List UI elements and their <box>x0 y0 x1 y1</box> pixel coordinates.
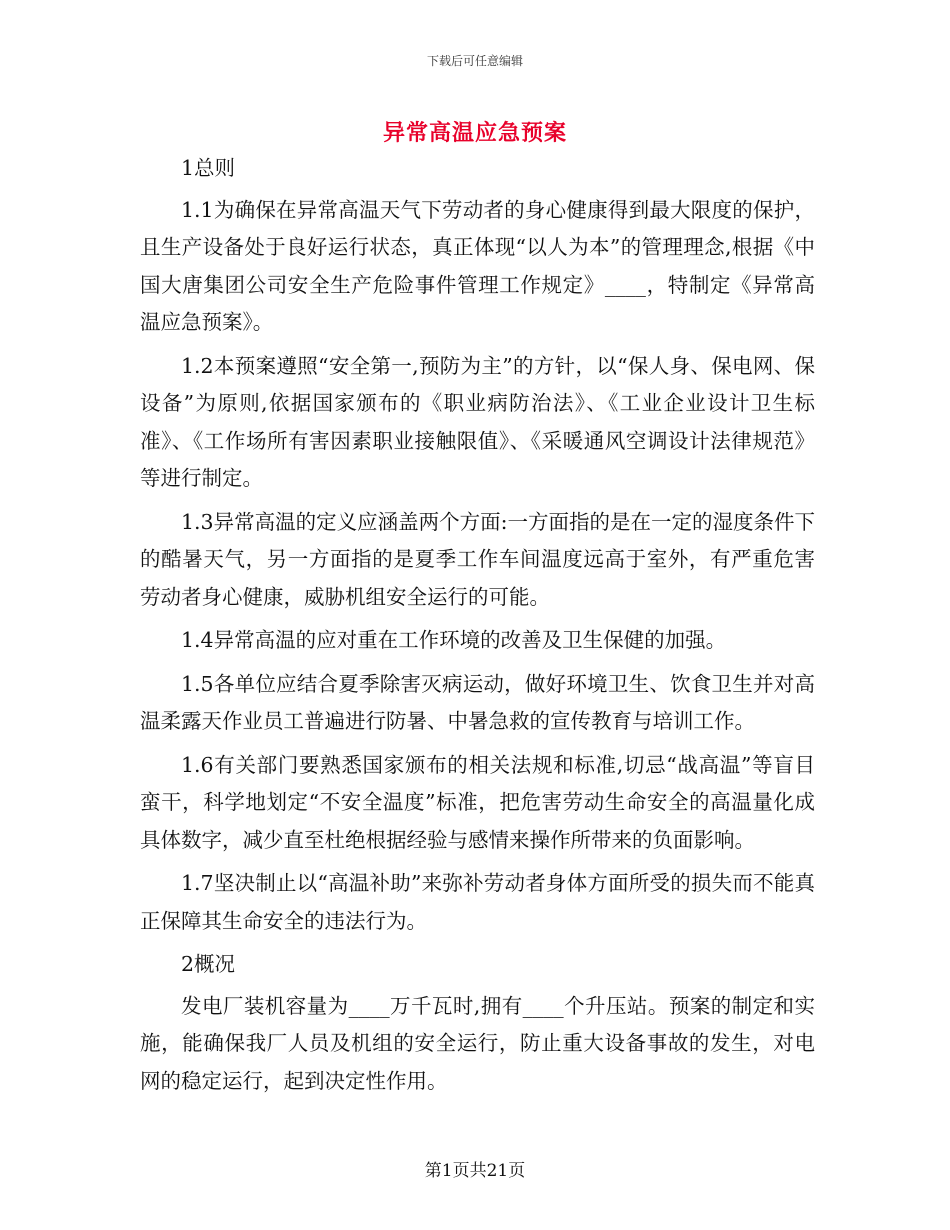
paragraph-1-4: 1.4异常高温的应对重在工作环境的改善及卫生保健的加强。 <box>181 628 727 652</box>
paragraph-1-2: 1.2本预案遵照“安全第一,预防为主”的方针，以“保人身、保电网、保设备”为原则,依据国家颁布的《职业病防治法》、《工业企业设计卫生标准》、《工作场所有害因素职业接触限值》、《采暖通风空调设计法律规范》等进行制定。 <box>140 353 815 490</box>
paragraph-1-3: 1.3异常高温的定义应涵盖两个方面:一方面指的是在一定的湿度条件下的酷暑天气，另一方面指的是夏季工作车间温度远高于室外，有严重危害劳动者身心健康，威胁机组安全运行的可能。 <box>140 509 816 609</box>
paragraph-1-6: 1.6有关部门要熟悉国家颁布的相关法规和标准,切忌“战高温”等盲目蛮干，科学地划定“不安全温度”标准，把危害劳动生命安全的高温量化成具体数字，减少直至杜绝根据经验与感情来操作所带来的负面影响。 <box>140 752 815 852</box>
paragraph-1-5: 1.5各单位应结合夏季除害灭病运动，做好环境卫生、饮食卫生并对高温柔露天作业员工普遍进行防暑、中暑急救的宣传教育与培训工作。 <box>140 671 815 733</box>
paragraph-1-7: 1.7坚决制止以“高温补助”来弥补劳动者身体方面所受的损失而不能真正保障其生命安全的违法行为。 <box>140 871 815 933</box>
page-number: 第1页共21页 <box>424 1161 526 1181</box>
document-body <box>140 150 815 1106</box>
section-heading-general: 1总则 <box>181 156 236 180</box>
section-heading-overview: 2概况 <box>181 952 236 976</box>
paragraph-1-1: 1.1为确保在异常高温天气下劳动者的身心健康得到最大限度的保护，且生产设备处于良好运行状态，真正体现“以人为本”的管理理念,根据《中国大唐集团公司安全生产危险事件管理工作规定》____，特制定《异常高温应急预案》。 <box>140 197 815 334</box>
document-title: 异常高温应急预案 <box>382 121 567 146</box>
paragraph-overview: 发电厂装机容量为____万千瓦时,拥有____个升压站。预案的制定和实施，能确保我厂人员及机组的安全运行，防止重大设备事故的发生，对电网的稳定运行，起到决定性作用。 <box>140 993 815 1093</box>
header-note: 下载后可任意编辑 <box>426 54 523 68</box>
